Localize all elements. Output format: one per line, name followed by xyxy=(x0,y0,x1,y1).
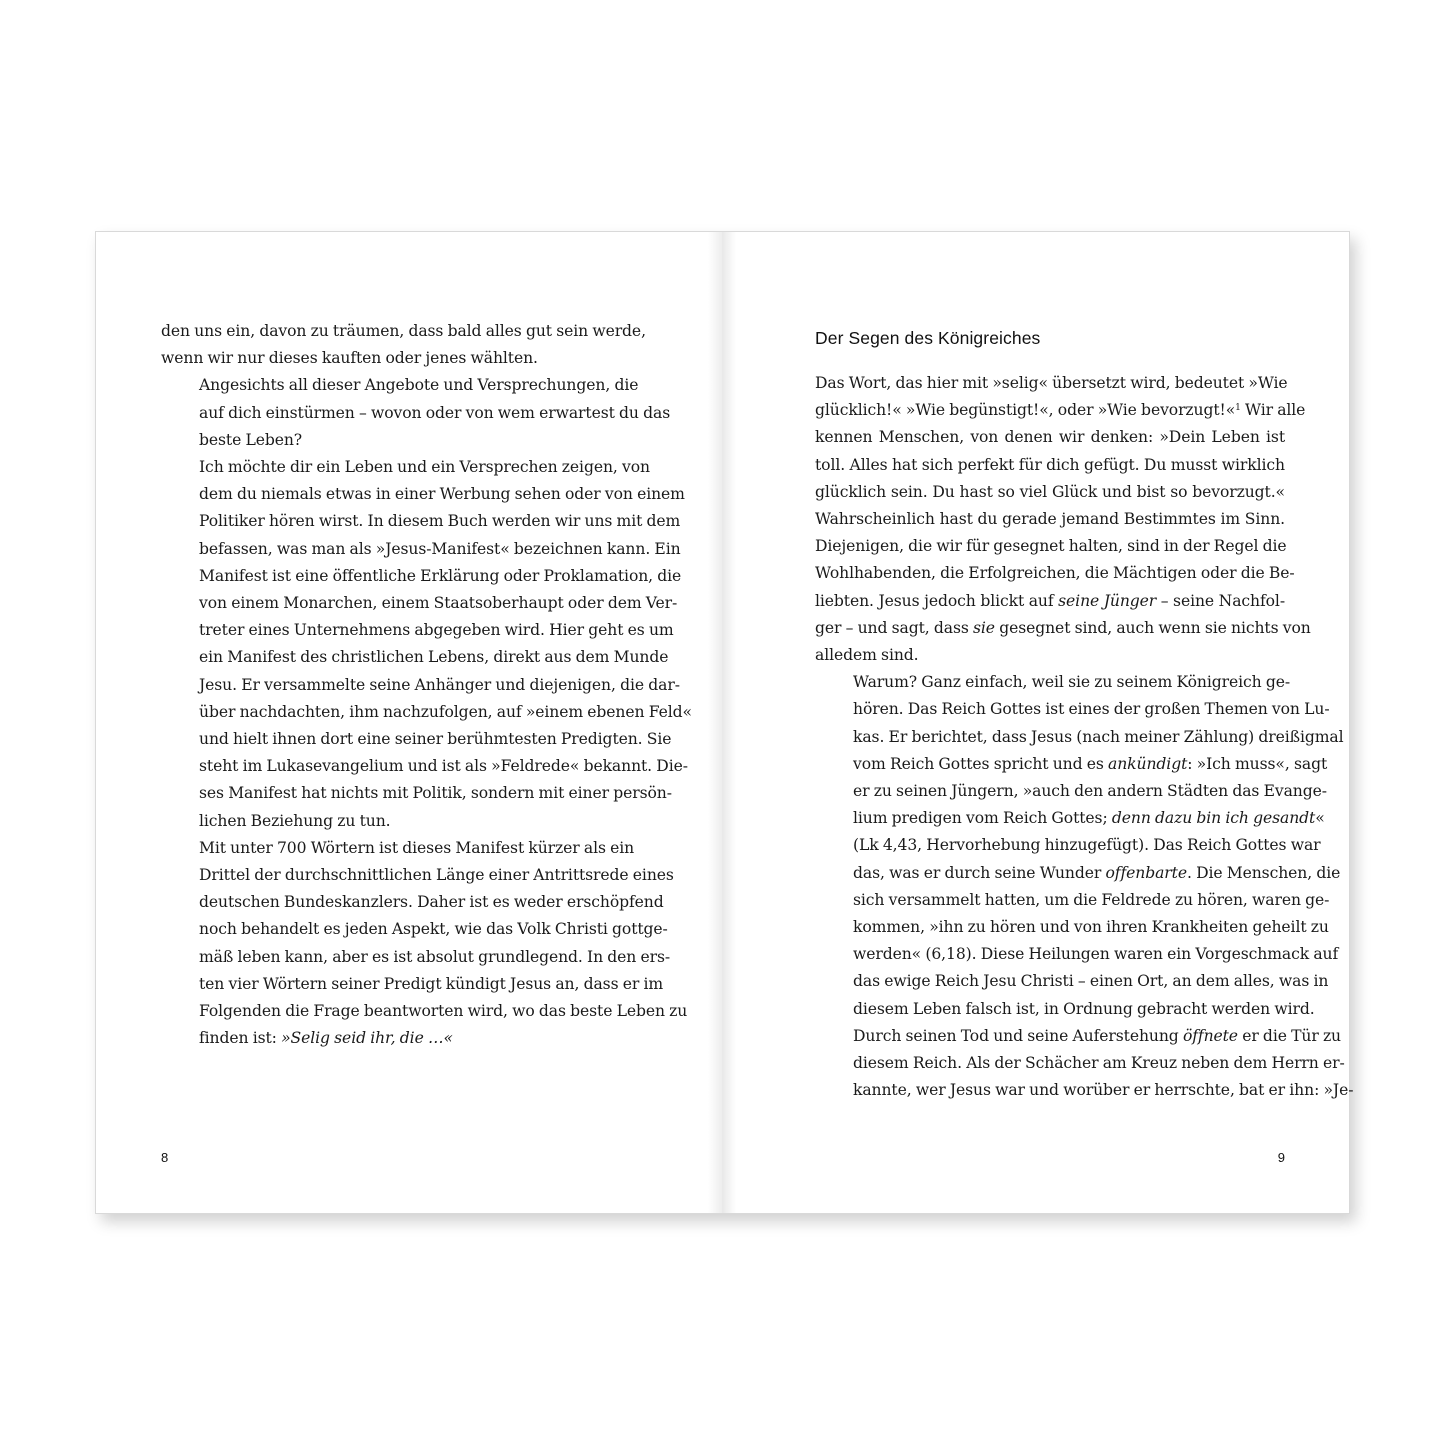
text-line: Drittel der durchschnittlichen Länge einer Antrittsrede eines xyxy=(199,866,674,885)
text-line: steht im Lukasevangelium und ist als »Feldrede« bekannt. Die- xyxy=(199,757,688,776)
text-line: treter eines Unternehmens abgegeben wird. Hier geht es um xyxy=(199,621,674,640)
text-line: (Lk 4,43, Hervorhebung hinzugefügt). Das Reich Gottes war xyxy=(853,836,1321,855)
text-line: kennen Menschen, von denen wir denken: »Dein Leben ist xyxy=(815,428,1285,447)
text-line: Folgenden die Frage beantworten wird, wo das beste Leben zu xyxy=(199,1002,688,1021)
page-number-left: 8 xyxy=(161,1150,169,1165)
text-line: von einem Monarchen, einem Staatsoberhaupt oder dem Ver- xyxy=(199,594,678,613)
text-line: noch behandelt es jeden Aspekt, wie das Volk Christi gottge- xyxy=(199,920,668,939)
page-number-right: 9 xyxy=(1277,1150,1285,1165)
book-spread xyxy=(95,231,1354,1214)
italic-quote: »Selig seid ihr, die …« xyxy=(281,1029,453,1048)
text-line: sich versammelt hatten, um die Feldrede zu hören, waren ge- xyxy=(853,890,1330,909)
text-line: kannte, wer Jesus war und worüber er herrschte, bat er ihn: »Je- xyxy=(853,1081,1354,1100)
text-line: glücklich sein. Du hast so viel Glück und bist so bevorzugt.« xyxy=(815,482,1285,501)
text-line: Diejenigen, die wir für gesegnet halten, sind in der Regel die xyxy=(815,537,1287,556)
text-line: vom Reich Gottes spricht und es ankündigt: »Ich muss«, sagt xyxy=(853,754,1328,773)
text-line: auf dich einstürmen – wovon oder von wem erwartest du das xyxy=(199,403,671,422)
left-page xyxy=(96,232,722,1213)
text-line: Jesu. Er versammelte seine Anhänger und diejenigen, die dar- xyxy=(199,675,680,694)
text-line: über nachdachten, ihm nachzufolgen, auf »einem ebenen Feld« xyxy=(199,702,692,721)
text-line: ses Manifest hat nichts mit Politik, sondern mit einer persön- xyxy=(199,784,672,803)
text-line: alledem sind. xyxy=(815,646,919,665)
text-line: Manifest ist eine öffentliche Erklärung oder Proklamation, die xyxy=(199,566,682,585)
text-fragment: finden ist: xyxy=(199,1029,282,1048)
paragraph xyxy=(161,372,671,454)
text-line: Angesichts all dieser Angebote und Versprechungen, die xyxy=(199,376,639,395)
text-line: werden« (6,18). Diese Heilungen waren ein Vorgeschmack auf xyxy=(853,945,1339,964)
text-line: Wohlhabenden, die Erfolgreichen, die Mächtigen oder die Be- xyxy=(815,564,1295,583)
text-line: diesem Leben falsch ist, in Ordnung gebracht werden wird. xyxy=(853,999,1315,1018)
paragraph xyxy=(161,318,646,372)
text-line: dem du niemals etwas in einer Werbung sehen oder von einem xyxy=(199,485,685,504)
text-line: ein Manifest des christlichen Lebens, direkt aus dem Munde xyxy=(199,648,669,667)
text-line: Ich möchte dir ein Leben und ein Versprechen zeigen, von xyxy=(199,458,650,477)
text-line: das, was er durch seine Wunder offenbarte. Die Menschen, die xyxy=(853,863,1341,882)
text-line: er zu seinen Jüngern, »auch den andern Städten das Evange- xyxy=(853,782,1327,801)
gutter-shadow-right xyxy=(722,232,736,1213)
left-body-text xyxy=(161,318,692,1052)
text-line: den uns ein, davon zu träumen, dass bald alles gut sein werde, xyxy=(161,322,646,340)
text-line: ten vier Wörtern seiner Predigt kündigt Jesus an, dass er im xyxy=(199,974,664,993)
text-line: lichen Beziehung zu tun. xyxy=(199,811,391,830)
text-line: hören. Das Reich Gottes ist eines der großen Themen von Lu- xyxy=(853,700,1330,719)
text-line: Wahrscheinlich hast du gerade jemand Bestimmtes im Sinn. xyxy=(815,510,1285,529)
paragraph xyxy=(161,835,688,1053)
text-line: kas. Er berichtet, dass Jesus (nach meiner Zählung) dreißigmal xyxy=(853,727,1344,746)
text-line: glücklich!« »Wie begünstigt!«, oder »Wie bevorzugt!«$^1$ Wir alle xyxy=(815,401,1306,420)
paragraph xyxy=(815,669,1354,1104)
paragraph xyxy=(161,454,692,835)
text-line: und hielt ihnen dort eine seiner berühmtesten Predigten. Sie xyxy=(199,730,672,749)
right-page xyxy=(722,232,1354,1213)
right-body-text xyxy=(815,370,1354,1104)
text-line: wenn wir nur dieses kauften oder jenes wählten. xyxy=(161,349,538,368)
text-line: Das Wort, das hier mit »selig« übersetzt wird, bedeutet »Wie xyxy=(815,374,1288,392)
text-line: toll. Alles hat sich perfekt für dich gefügt. Du musst wirklich xyxy=(815,455,1285,474)
text-line: Politiker hören wirst. In diesem Buch werden wir uns mit dem xyxy=(199,512,681,531)
text-line: deutschen Bundeskanzlers. Daher ist es weder erschöpfend xyxy=(199,893,664,912)
text-line: beste Leben? xyxy=(199,430,303,449)
text-line: diesem Reich. Als der Schächer am Kreuz neben dem Herrn er- xyxy=(853,1054,1345,1073)
text-line: befassen, was man als »Jesus-Manifest« bezeichnen kann. Ein xyxy=(199,539,681,558)
text-line: kommen, »ihn zu hören und von ihren Krankheiten geheilt zu xyxy=(853,918,1329,937)
section-heading: Der Segen des Königreiches xyxy=(815,328,1041,348)
gutter-shadow-left xyxy=(708,232,722,1213)
text-line: das ewige Reich Jesu Christi – einen Ort, an dem alles, was in xyxy=(853,972,1329,991)
text-line: Mit unter 700 Wörtern ist dieses Manifest kürzer als ein xyxy=(199,838,635,857)
text-line: lium predigen vom Reich Gottes; denn dazu bin ich gesandt« xyxy=(853,809,1325,828)
text-line: Durch seinen Tod und seine Auferstehung öffnete er die Tür zu xyxy=(853,1026,1342,1045)
text-line: liebten. Jesus jedoch blickt auf seine Jünger – seine Nachfol- xyxy=(815,591,1285,610)
paragraph xyxy=(815,370,1311,669)
text-line xyxy=(161,1025,631,1052)
text-line: mäß leben kann, aber es ist absolut grundlegend. In den ers- xyxy=(199,947,671,966)
text-line: Warum? Ganz einfach, weil sie zu seinem Königreich ge- xyxy=(853,673,1291,692)
text-line: ger – und sagt, dass sie gesegnet sind, auch wenn sie nichts von xyxy=(815,618,1311,637)
